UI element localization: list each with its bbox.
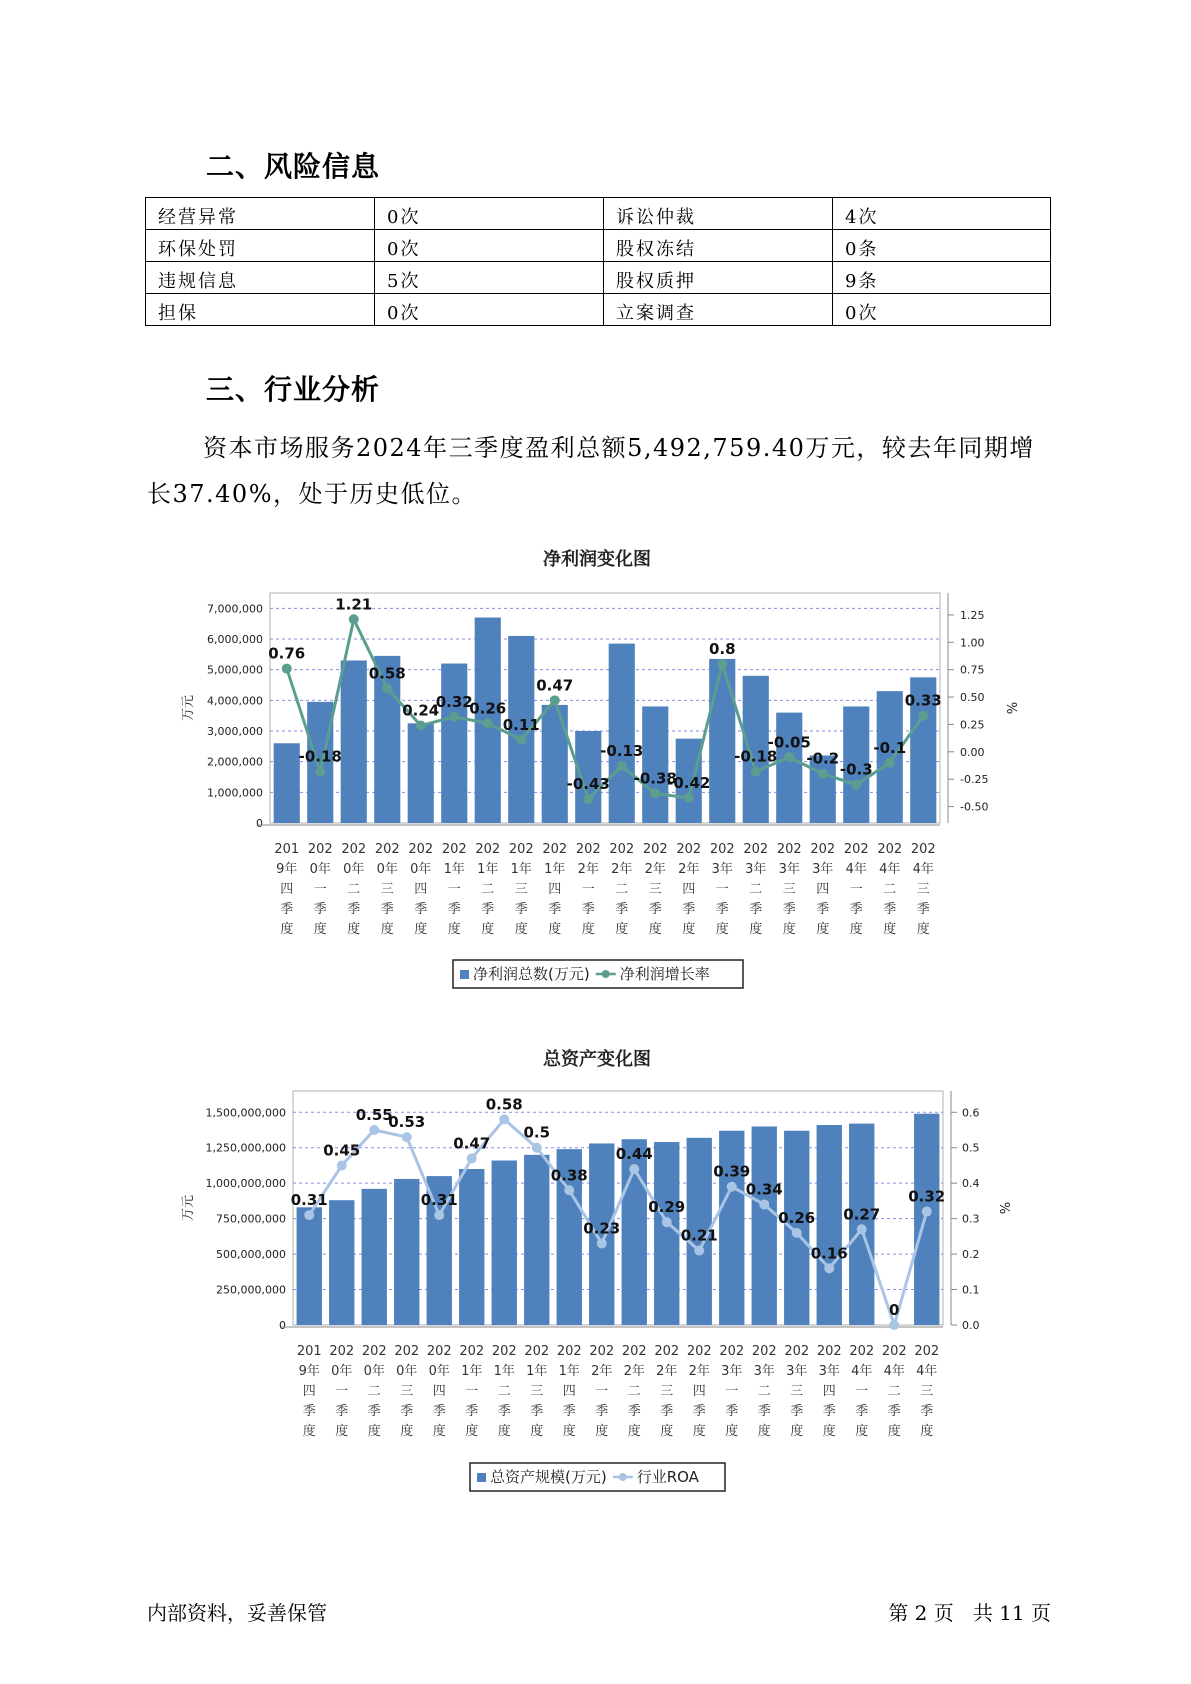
chart-bar [492,1160,517,1325]
data-label: 0.47 [453,1134,491,1153]
x-tick-label: 202 0年三季度 [374,842,400,937]
chart-bar [877,691,903,823]
y-tick-label: 500,000,000 [216,1248,286,1262]
chart-point [434,1210,444,1220]
y2-tick-label: 0.5 [962,1141,980,1155]
chart-point [304,1210,314,1220]
table-row [146,294,1051,326]
chart-point [449,712,459,722]
chart-bar [609,644,635,823]
chart-bar [394,1179,419,1325]
y-tick-label: 250,000,000 [216,1283,286,1297]
x-tick-label: 202 1年四季度 [542,842,568,937]
chart-point [617,761,627,771]
data-label: 0.44 [615,1145,653,1163]
x-tick-label: 202 2年三季度 [642,842,668,937]
chart-bar [362,1189,387,1325]
x-tick-label: 202 0年一季度 [307,842,333,937]
x-tick-label: 202 0年四季度 [426,1344,452,1439]
x-tick-label: 202 2年四季度 [676,842,702,937]
chart-point [918,711,928,721]
net-profit-chart [0,540,1191,990]
chart-point [662,1217,672,1227]
y-axis-label: 万元 [181,1194,196,1222]
table-cell: 股权冻结 [604,230,833,262]
chart-point [889,1320,899,1330]
table-cell: 0次 [375,198,604,230]
footer-left: 内部资料，妥善保管 [147,1601,327,1625]
chart-point [349,614,359,624]
x-tick-label: 202 4年二季度 [877,842,903,937]
table-cell: 5次 [375,262,604,294]
data-label: -0.18 [298,747,342,766]
data-label: -0.1 [873,738,907,757]
data-label: 0.33 [904,691,942,710]
chart-point [818,769,828,779]
chart-point [717,659,727,669]
chart-point [597,1238,607,1248]
data-label: 0 [889,1301,900,1319]
y-tick-label: 7,000,000 [207,602,263,616]
table-cell: 违规信息 [146,262,375,294]
y2-tick-label: 0.00 [960,745,985,759]
y-tick-label: 0 [279,1319,286,1332]
data-label: -0.18 [734,747,778,766]
data-label: 0.29 [648,1198,686,1217]
table-cell: 经营异常 [146,198,375,230]
chart-point [402,1132,412,1142]
chart-point [467,1153,477,1163]
chart-point [824,1263,834,1273]
data-label: -0.05 [767,733,811,752]
table-cell: 担保 [146,294,375,326]
chart-point [759,1199,769,1209]
data-label: 0.23 [583,1219,621,1238]
y2-tick-label: 0.75 [960,663,985,677]
chart-bar [524,1155,549,1325]
chart-bar [274,743,300,823]
y2-tick-label: 0.4 [962,1177,980,1191]
chart-point [751,767,761,777]
data-label: -0.43 [566,774,610,793]
data-label: -0.38 [633,769,677,788]
x-tick-label: 202 1年一季度 [459,1344,485,1439]
data-label: 1.21 [335,595,373,614]
legend-label: 行业ROA [636,1468,699,1486]
y2-tick-label: 0.25 [960,718,985,732]
legend-label: 总资产规模(万元) [490,1468,607,1486]
paragraph-text: 资本市场服务2024年三季度盈利总额5,492,759.40万元，较去年同期增长37.40%，处于历史低位。 [147,434,1035,508]
x-tick-label: 202 2年一季度 [589,1344,615,1439]
chart-point [382,683,392,693]
x-tick-label: 202 3年一季度 [709,842,735,937]
y-tick-label: 1,000,000 [207,786,263,800]
x-tick-label: 202 2年三季度 [654,1344,680,1439]
table-cell: 0次 [833,294,1051,326]
chart-point [499,1114,509,1124]
data-label: -0.2 [806,749,840,768]
chart-point [792,1228,802,1238]
table-row [146,262,1051,294]
y-tick-label: 6,000,000 [207,633,263,646]
data-label: 0.31 [290,1191,328,1210]
y2-tick-label: 0.0 [962,1319,980,1332]
chart-point [564,1185,574,1195]
data-label: 0.21 [680,1226,718,1245]
chart-point [650,788,660,798]
legend-label: 净利润总数(万元) [473,965,590,983]
chart-point [784,752,794,762]
chart-bar [297,1207,322,1325]
table-cell: 0次 [375,294,604,326]
x-tick-label: 202 4年一季度 [843,842,869,937]
chart-point [694,1246,704,1256]
x-tick-label: 202 4年二季度 [881,1344,907,1439]
chart-point [922,1207,932,1217]
y2-tick-label: 0.1 [962,1283,980,1297]
data-label: 0.16 [810,1244,848,1263]
x-tick-label: 202 2年一季度 [575,842,601,937]
chart-point [369,1125,379,1135]
chart-point [885,758,895,768]
chart-bar [752,1126,777,1325]
y-tick-label: 1,250,000,000 [205,1141,286,1155]
x-tick-label: 202 3年三季度 [784,1344,810,1439]
y2-tick-label: -0.50 [960,800,989,814]
chart-title: 总资产变化图 [543,1049,651,1070]
table-cell: 诉讼仲裁 [604,198,833,230]
data-label: -0.42 [667,773,711,792]
chart-point [851,780,861,790]
data-label: -0.3 [839,760,873,779]
data-label: 0.38 [550,1166,588,1185]
chart-bar [709,659,735,823]
chart-bar [459,1169,484,1325]
section-title-industry: 三、行业分析 [206,373,381,406]
legend-swatch-bar [460,970,469,979]
y2-tick-label: 0.3 [962,1212,980,1226]
data-label: 0.47 [536,676,574,695]
risk-table [145,197,1051,326]
y-tick-label: 750,000,000 [216,1212,286,1226]
chart-point [483,718,493,728]
chart-point [416,721,426,731]
y2-tick-label: 1.00 [960,636,985,650]
table-cell: 4次 [833,198,1051,230]
section-title-risk: 二、风险信息 [206,150,381,183]
y2-tick-label: 0.6 [962,1106,980,1120]
table-cell: 9条 [833,262,1051,294]
data-label: 0.8 [708,640,736,659]
x-tick-label: 202 1年二季度 [475,842,501,937]
legend-swatch-marker [602,970,610,978]
y-tick-label: 1,000,000,000 [205,1177,286,1191]
x-tick-label: 202 0年三季度 [394,1344,420,1439]
table-row [146,230,1051,262]
legend-swatch-bar [477,1473,486,1482]
chart-bar [441,664,467,823]
chart-bar [329,1200,354,1325]
x-tick-label: 202 2年四季度 [686,1344,712,1439]
x-tick-label: 202 3年四季度 [810,842,836,937]
y-tick-label: 0 [256,817,263,830]
data-label: 0.58 [485,1095,523,1114]
y2-tick-label: 1.25 [960,608,985,622]
x-tick-label: 202 3年四季度 [816,1344,842,1439]
data-label: 0.53 [388,1113,426,1132]
data-label: 0.5 [523,1123,551,1142]
y-tick-label: 2,000,000 [207,755,263,769]
x-tick-label: 202 3年一季度 [719,1344,745,1439]
data-label: 0.32 [435,692,473,711]
x-tick-label: 202 3年三季度 [776,842,802,937]
x-tick-label: 202 4年三季度 [910,842,936,937]
data-label: -0.13 [600,742,644,761]
chart-title: 净利润变化图 [543,549,651,570]
chart-bar [817,1125,842,1325]
table-cell: 股权质押 [604,262,833,294]
legend-label: 净利润增长率 [619,965,710,983]
chart-point [282,664,292,674]
chart-point [550,695,560,705]
x-tick-label: 202 1年二季度 [491,1344,517,1439]
y2-axis-label: % [996,1201,1011,1215]
chart-bar [914,1114,939,1325]
data-label: 0.27 [843,1205,881,1224]
chart-bar [654,1142,679,1325]
chart-point [684,793,694,803]
y2-tick-label: 0.50 [960,691,985,705]
x-tick-label: 202 0年四季度 [408,842,434,937]
data-label: 0.39 [713,1162,751,1181]
total-assets-chart [0,1040,1191,1500]
table-cell: 环保处罚 [146,230,375,262]
data-label: 0.45 [323,1141,361,1160]
chart-bar [776,713,802,823]
data-label: 0.32 [908,1187,946,1206]
x-tick-label: 201 9年四季度 [296,1344,322,1439]
data-label: 0.31 [420,1191,458,1210]
y-tick-label: 3,000,000 [207,725,263,738]
table-cell: 0条 [833,230,1051,262]
x-tick-label: 202 0年二季度 [361,1344,387,1439]
x-tick-label: 201 9年四季度 [274,842,300,937]
y-tick-label: 4,000,000 [207,694,263,708]
chart-point [629,1164,639,1174]
x-tick-label: 202 0年二季度 [341,842,367,937]
x-tick-label: 202 4年三季度 [914,1344,940,1439]
y2-axis-label: % [1003,701,1018,715]
x-tick-label: 202 1年三季度 [508,842,534,937]
x-tick-label: 202 1年三季度 [524,1344,550,1439]
table-cell: 0次 [375,230,604,262]
x-tick-label: 202 2年二季度 [621,1344,647,1439]
chart-point [857,1224,867,1234]
data-label: 0.34 [745,1180,783,1199]
x-tick-label: 202 1年一季度 [441,842,467,937]
data-label: 0.58 [368,664,406,683]
chart-bar [408,723,434,823]
y-axis-label: 万元 [181,694,196,722]
table-row [146,198,1051,230]
x-tick-label: 202 2年二季度 [609,842,635,937]
industry-paragraph [147,425,1053,517]
legend-swatch-marker [619,1473,627,1481]
y-tick-label: 1,500,000,000 [205,1106,286,1120]
table-cell: 立案调查 [604,294,833,326]
chart-bar [719,1131,744,1325]
x-tick-label: 202 3年二季度 [743,842,769,937]
chart-point [337,1160,347,1170]
footer-right: 第 2 页 共 11 页 [888,1601,1051,1625]
data-label: 0.24 [402,701,440,720]
x-tick-label: 202 4年一季度 [849,1344,875,1439]
data-label: 0.26 [469,699,507,718]
y2-tick-label: -0.25 [960,773,989,787]
data-label: 0.76 [268,644,306,663]
y2-tick-label: 0.2 [962,1248,980,1262]
data-label: 0.26 [778,1208,816,1227]
chart-bar [341,660,367,823]
chart-point [315,767,325,777]
x-tick-label: 202 3年二季度 [751,1344,777,1439]
chart-point [516,735,526,745]
data-label: 0.55 [355,1106,393,1124]
x-tick-label: 202 1年四季度 [556,1344,582,1439]
data-label: 0.11 [502,715,540,734]
y-tick-label: 5,000,000 [207,663,263,677]
x-tick-label: 202 0年一季度 [329,1344,355,1439]
chart-point [727,1182,737,1192]
chart-point [532,1143,542,1153]
chart-bar [642,706,668,823]
chart-point [583,794,593,804]
